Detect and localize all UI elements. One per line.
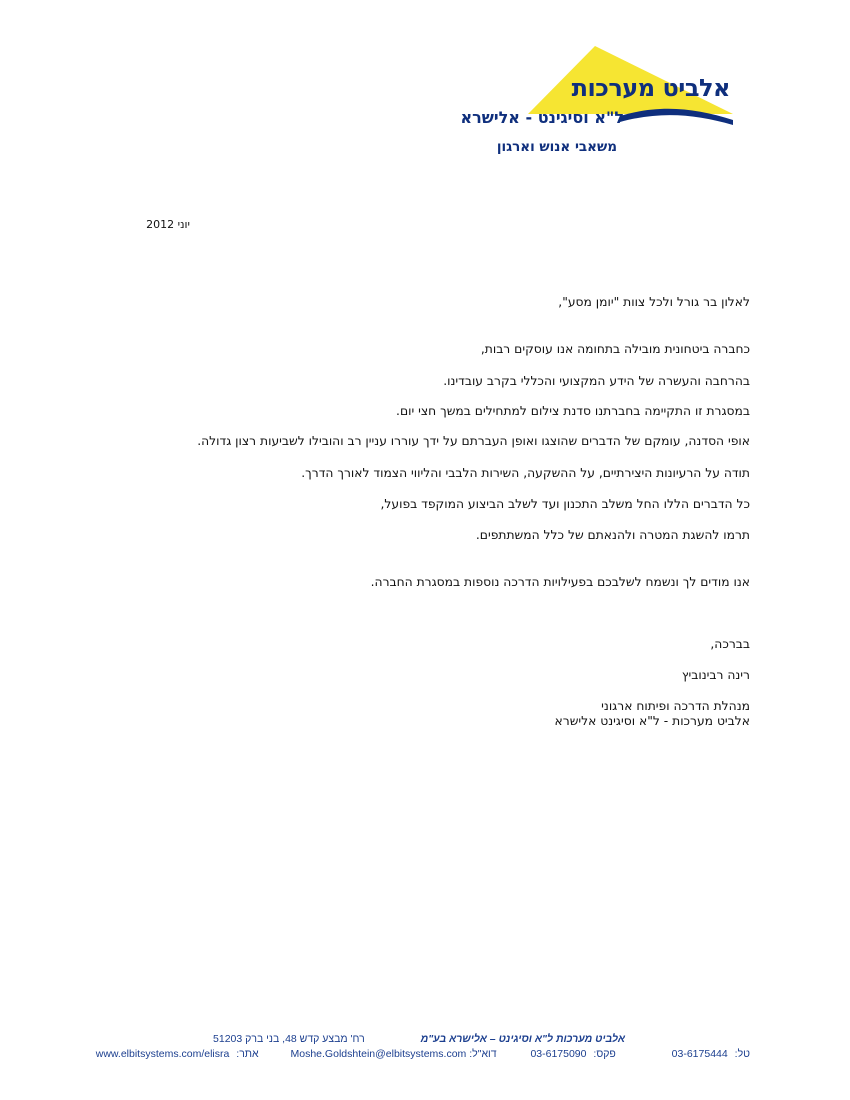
paragraph-line: כל הדברים הללו החל משלב התכנון ועד לשלב הביצוע המוקפד בפועל, [380,497,750,511]
paragraph-line: תודה על הרעיונות היצירתיים, על ההשקעה, השירות הלבבי והליווי הצמוד לאורך הדרך. [301,466,750,480]
paragraph-line: תרמו להשגת המטרה ולהנאתם של כלל המשתתפים. [475,528,750,542]
footer-address: רח' מבצע קדש 48, בני ברק 51203 [213,1033,365,1045]
regards: בברכה, [710,637,750,651]
greeting: לאלון בר גורל ולכל צוות "יומן מסע", [558,295,750,309]
footer-website[interactable]: www.elbitsystems.com/elisra [95,1048,230,1060]
footer-website-label: אתר: [236,1048,259,1060]
footer-email-label: דוא"ל: [469,1048,497,1060]
company-logo [455,44,740,134]
signer-name: רינה רבינוביץ [681,668,750,682]
paragraph-line: אופי הסדנה, עומקם של הדברים שהוצגו ואופן העברתם על ידך עוררו עניין רב והובילו לשביעות רצון גדולה. [197,434,750,448]
closing-statement: אנו מודים לך ונשמח לשלבכם בפעילויות הדרכה נוספות במסגרת החברה. [370,575,750,589]
logo-company-name: אלביט מערכות [571,74,730,102]
department-name: משאבי אנוש וארגון [496,139,617,155]
paragraph-line: כחברה ביטחונית מובילה בתחומה אנו עוסקים רבות, [480,342,750,356]
footer-email[interactable]: Moshe.Goldshtein@elbitsystems.com [290,1048,467,1060]
signer-org: אלביט מערכות - ל"א וסיגינט אלישרא [554,714,750,728]
footer-line-2 [60,1048,750,1060]
footer-line-1 [60,1033,750,1045]
logo-division-name: ל"א וסיגינט - אלישרא [460,108,624,127]
footer-company-legal: אלביט מערכות ל"א וסיגינט – אלישרא בע"מ [420,1033,625,1045]
paragraph-line: במסגרת זו התקיימה בחברתנו סדנת צילום למתחילים במשך חצי יום. [396,404,750,418]
footer-phone-label: טל: [734,1048,750,1060]
letter-date: יוני 2012 [146,218,190,231]
footer-fax-label: פקס: [593,1048,616,1060]
footer-fax: 03-6175090 [530,1048,587,1060]
signer-title: מנהלת הדרכה ופיתוח ארגוני [601,699,750,713]
paragraph-line: בהרחבה והעשרה של הידע המקצועי והכללי בקרב עובדינו. [443,374,750,388]
footer-phone: 03-6175444 [671,1048,728,1060]
